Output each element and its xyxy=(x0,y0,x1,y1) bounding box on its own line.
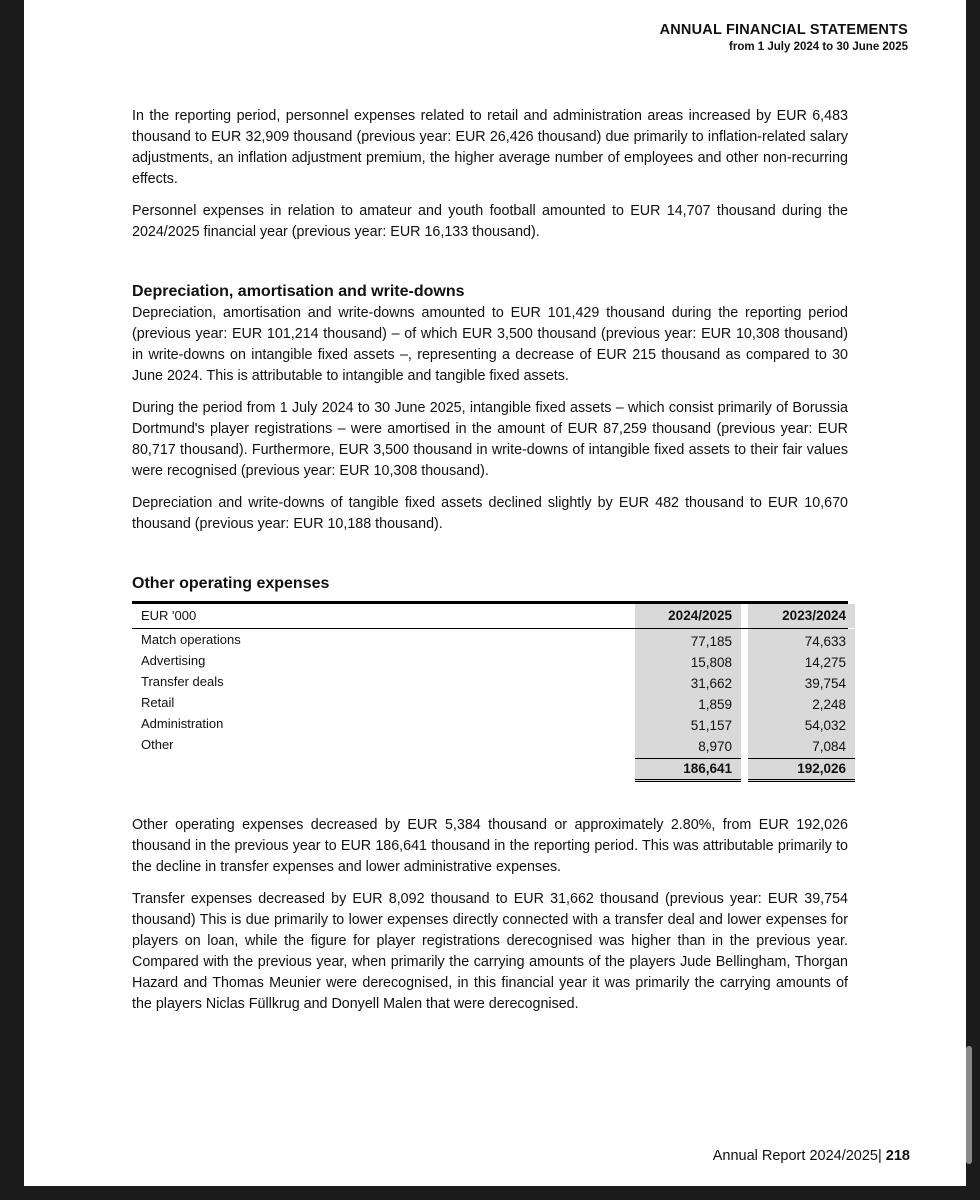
heading-depreciation: Depreciation, amortisation and write-downs xyxy=(132,283,465,300)
scrollbar-thumb[interactable] xyxy=(966,1046,972,1164)
table-col-2023-2024: 2023/2024 xyxy=(748,604,855,628)
row-value-2025: 77,185 xyxy=(635,629,741,650)
paragraph-personnel-youth: Personnel expenses in relation to amateur and youth football amounted to EUR 14,707 thousand during the 2024/2025 financial year (previous year: EUR 16,133 thousand). xyxy=(132,203,848,240)
row-label: Retail xyxy=(141,695,175,710)
other-expenses-table xyxy=(132,601,848,782)
paragraph-personnel-retail: In the reporting period, personnel expenses related to retail and administration areas increased by EUR 6,483 thousand to EUR 32,909 thousand (previous year: EUR 26,426 thousand) due primarily to inflation-related salary adjustments, an inflation adjustment premium, the higher average number of employees and other non-recurring effects. xyxy=(132,108,848,187)
page-header xyxy=(660,22,908,53)
paragraph-other-expenses-2: Transfer expenses decreased by EUR 8,092 thousand to EUR 31,662 thousand (previous year: EUR 39,754 thousand) This is due primarily to lower expenses directly connected with a transfer deal and lower expenses for players on loan, while the figure for player registrations derecognised was higher than in the previous year. Compared with the previous year, when primarily the carrying amounts of the players Jude Bellingham, Thorgan Hazard and Thomas Meunier were derecognised, in this financial year it was primarily the carrying amounts of the players Niclas Füllkrug and Donyell Malen that were derecognised. xyxy=(132,891,848,1012)
table-row xyxy=(132,671,848,692)
row-value-2025: 51,157 xyxy=(635,713,741,734)
table-col-2024-2025: 2024/2025 xyxy=(635,604,741,628)
row-value-2025: 8,970 xyxy=(635,734,741,755)
row-label: Other xyxy=(141,737,174,752)
table-row xyxy=(132,650,848,671)
paragraph-other-expenses-1: Other operating expenses decreased by EUR 5,384 thousand or approximately 2.80%, from EUR 192,026 thousand in the previous year to EUR 186,641 thousand in the reporting period. This was attributable primarily to the decline in transfer expenses and lower administrative expenses. xyxy=(132,817,848,875)
paragraph-depreciation-1: Depreciation, amortisation and write-downs amounted to EUR 101,429 thousand during the reporting period (previous year: EUR 101,214 thousand) – of which EUR 3,500 thousand (previous year: EUR 10,308 thousand) in write-downs on intangible fixed assets –, representing a decrease of EUR 215 thousand as compared to 30 June 2024. This is attributable to intangible and tangible fixed assets. xyxy=(132,305,848,384)
row-value-2024: 7,084 xyxy=(748,734,855,755)
heading-other-expenses: Other operating expenses xyxy=(132,575,330,592)
row-label: Advertising xyxy=(141,653,206,668)
row-value-2024: 54,032 xyxy=(748,713,855,734)
row-value-2024: 39,754 xyxy=(748,671,855,692)
paragraph-depreciation-3: Depreciation and write-downs of tangible fixed assets declined slightly by EUR 482 thousand to EUR 10,670 thousand (previous year: EUR 10,188 thousand). xyxy=(132,495,848,532)
total-2024-2025: 186,641 xyxy=(635,758,741,782)
row-label: Match operations xyxy=(141,632,241,647)
page-number: 218 xyxy=(885,1148,910,1164)
row-label: Administration xyxy=(141,716,224,731)
row-value-2025: 15,808 xyxy=(635,650,741,671)
paragraph-depreciation-2: During the period from 1 July 2024 to 30 June 2025, intangible fixed assets – which consist primarily of Borussia Dortmund's player registrations – were amortised in the amount of EUR 87,259 thousand (previous year: EUR 80,717 thousand). Furthermore, EUR 3,500 thousand in write-downs of intangible fixed assets to their fair values were recognised (previous year: EUR 10,308 thousand). xyxy=(132,400,848,479)
row-value-2025: 1,859 xyxy=(635,692,741,713)
total-2023-2024: 192,026 xyxy=(748,758,855,782)
row-value-2024: 74,633 xyxy=(748,629,855,650)
page-footer xyxy=(713,1148,910,1164)
table-row xyxy=(132,734,848,755)
table-row xyxy=(132,629,848,650)
page-content xyxy=(132,106,848,1015)
header-title: ANNUAL FINANCIAL STATEMENTS xyxy=(659,22,908,38)
row-value-2025: 31,662 xyxy=(635,671,741,692)
table-row xyxy=(132,692,848,713)
table-total-row xyxy=(132,758,848,782)
row-value-2024: 14,275 xyxy=(748,650,855,671)
row-value-2024: 2,248 xyxy=(748,692,855,713)
table-header-row xyxy=(132,604,848,629)
table-unit-label: EUR '000 xyxy=(141,608,197,623)
table-row xyxy=(132,713,848,734)
footer-report-label: Annual Report 2024/2025| xyxy=(712,1148,882,1164)
row-label: Transfer deals xyxy=(141,674,224,689)
document-page xyxy=(24,0,966,1186)
header-period: from 1 July 2024 to 30 June 2025 xyxy=(729,41,908,53)
